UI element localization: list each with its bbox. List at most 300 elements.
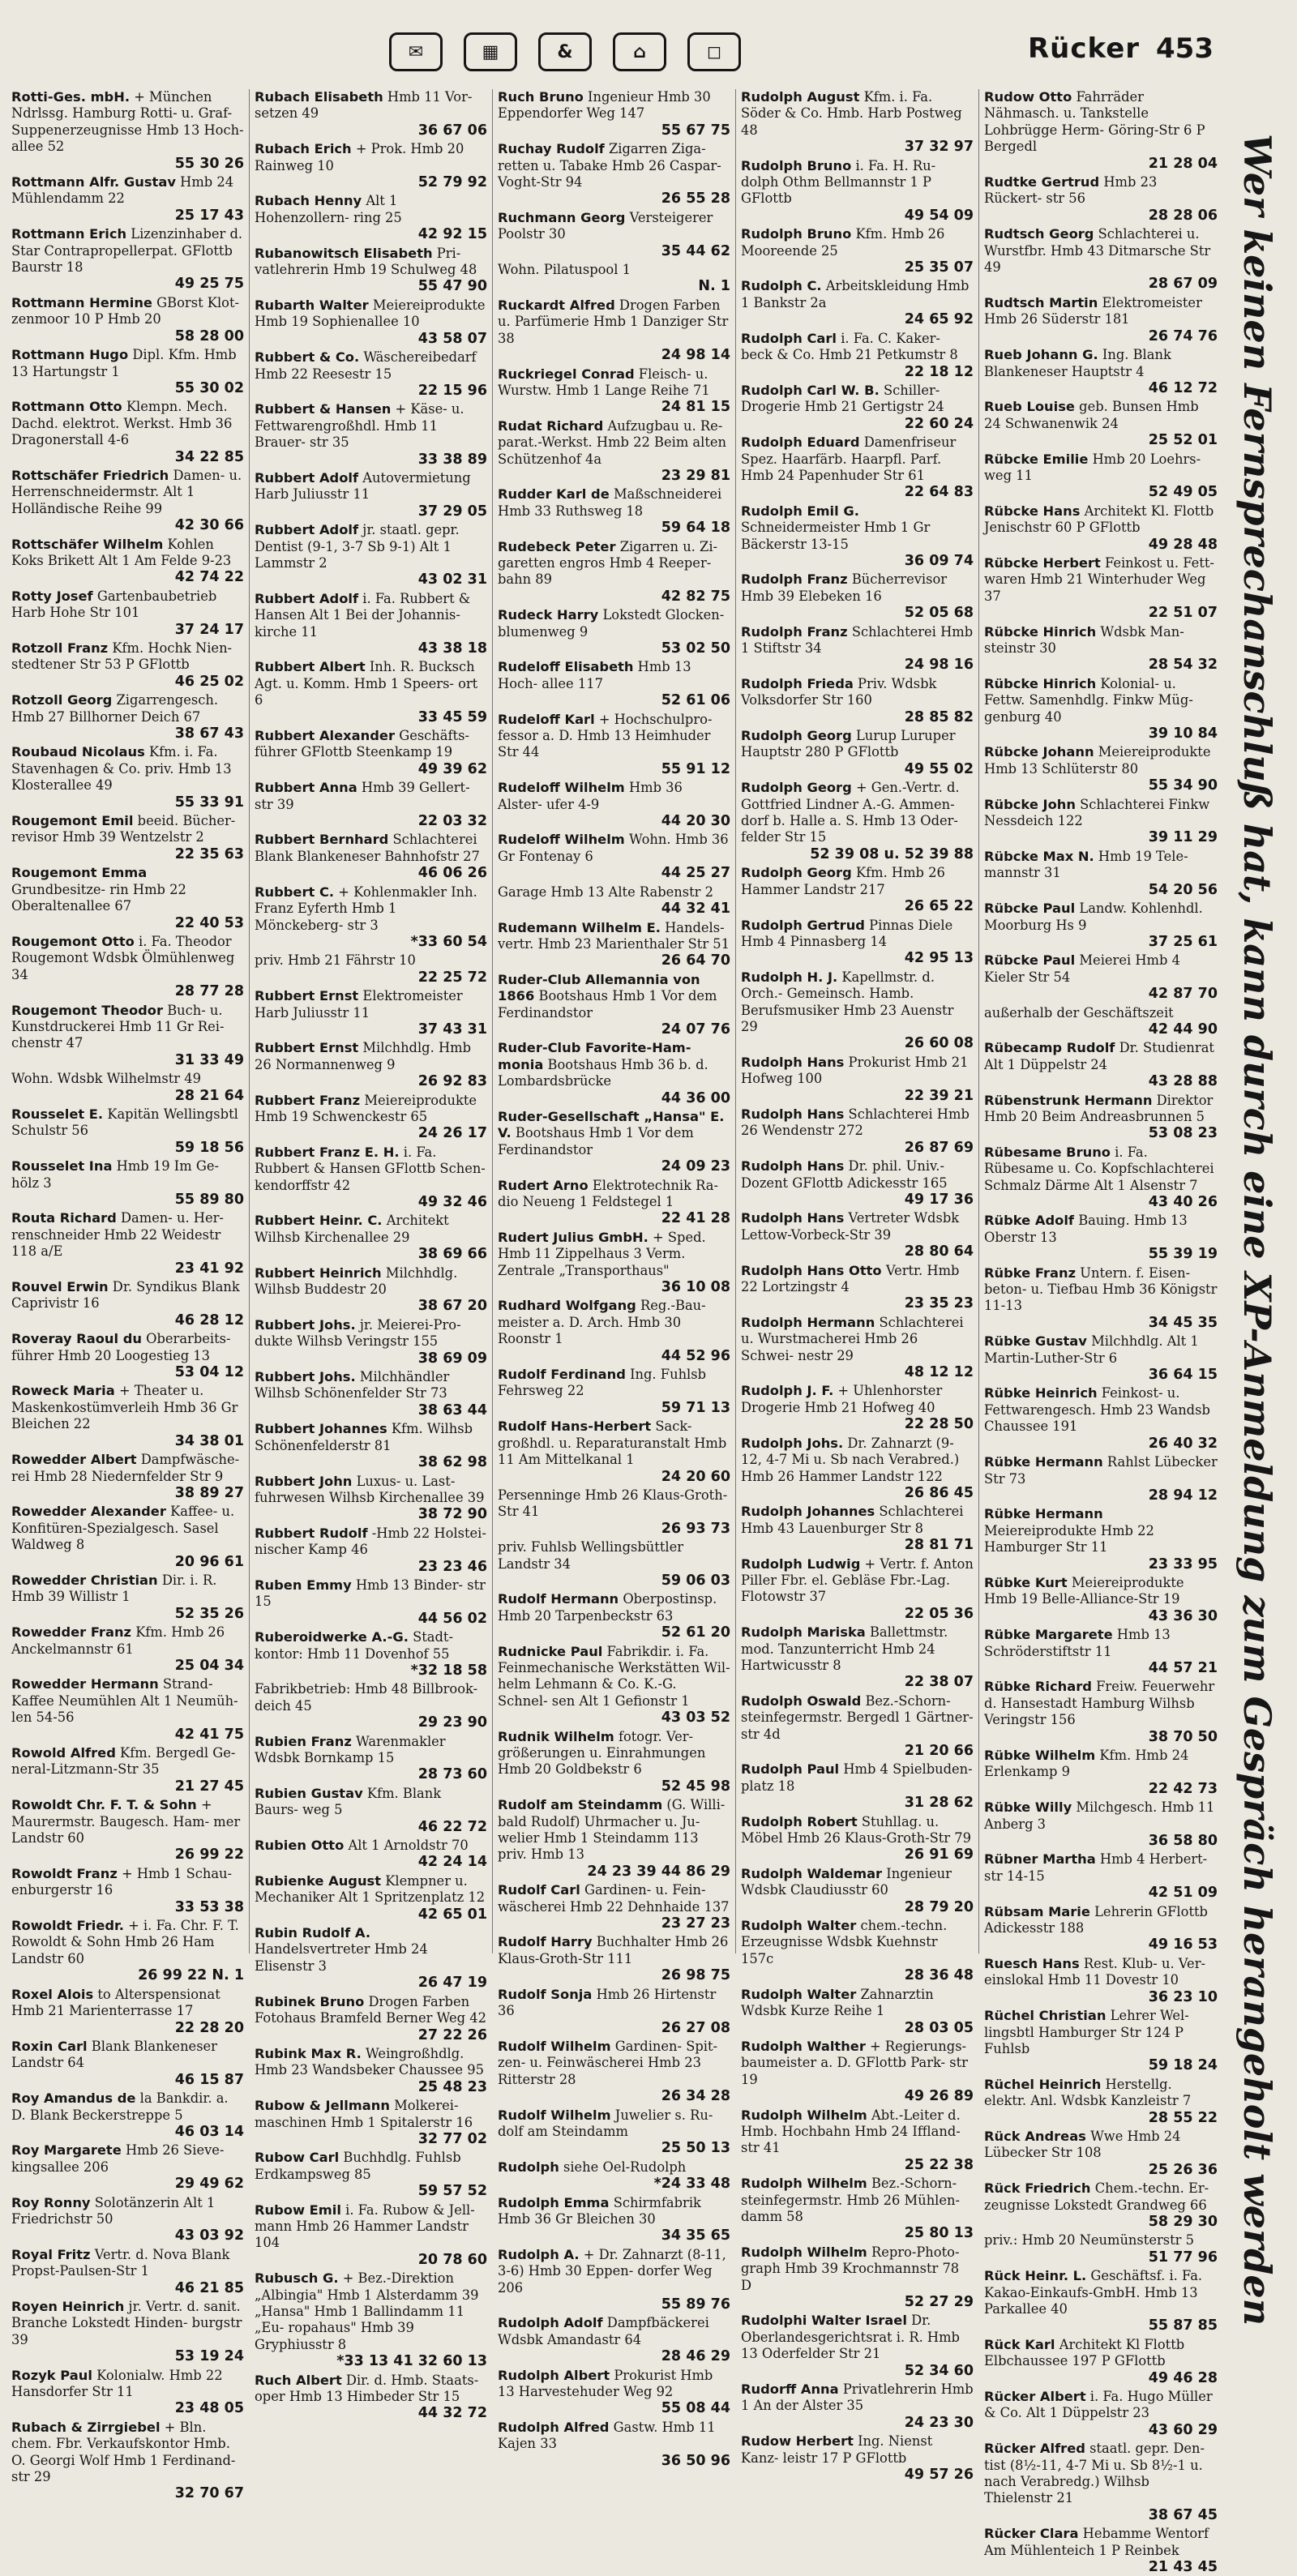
entry-phone: 24 07 76 [661,1021,730,1038]
entry-name: Rottmann Hermine [11,294,152,310]
directory-entry [255,2373,487,2422]
entry-detail: Versteigerer Poolstr 30 [498,209,713,242]
directory-entry [11,1573,244,1622]
entry-phone: 42 87 70 [1148,986,1218,1003]
entry-detail: + Gen.-Vertr. d. Gottfried Lindner A.-G. Ammen- dorf b. Halle a. S. Hmb 13 Oder- felder Str 15 [741,780,960,845]
entry-detail: Oberpostinsp. Hmb 20 Tarpenbeckstr 63 [498,1591,717,1624]
entry-phone: 55 30 02 [174,379,244,396]
entry-name: Rücker Alfred [984,2441,1085,2457]
entry-phone: 37 32 97 [904,139,974,156]
directory-entry [984,2441,1218,2523]
directory-entry [11,399,244,465]
entry-detail: Kohlen Koks Brikett Alt 1 Am Felde 9-23 [11,536,232,568]
entry-detail: Kfm. Bergedl Ge- neral-Litzmann-Str 35 [11,1745,236,1778]
entry-detail: Hmb 13 Schröderstiftstr 11 [984,1627,1171,1659]
directory-entry [984,1265,1218,1332]
entry-name: Rubbert Alexander [255,728,395,744]
entry-phone: 38 89 27 [174,1484,244,1501]
entry-detail: i. Fa. H. Ru- dolph Othm Bellmannstr 1 P GFlottb [741,157,936,207]
entry-detail: Vertr. d. Nova Blank Propst-Paulsen-Str 1 [11,2246,230,2279]
entry-name: Rübcke Max N. [984,848,1094,864]
directory-entry [984,1333,1218,1383]
directory-entry [984,744,1218,794]
entry-detail: Bootshaus Hmb 1 Vor dem Ferdinandstor [498,1125,694,1157]
entry-name: Rottschäfer Friedrich [11,467,169,483]
entry-phone: 46 15 87 [174,2071,244,2088]
entry-name: Rotti-Ges. mbH. [11,89,131,105]
entry-phone: 46 06 26 [417,865,487,882]
entry-phone: 55 89 76 [661,2296,730,2313]
directory-entry [984,2232,1218,2266]
entry-phone: 28 03 05 [904,2019,974,2036]
directory-entry [984,1851,1218,1901]
directory-entry [255,1873,487,1923]
entry-name: Rübke Heinrich [984,1385,1098,1401]
entry-phone: 59 06 03 [661,1572,730,1589]
directory-entry [741,2176,974,2242]
entry-name: Rück Andreas [984,2128,1086,2144]
entry-detail: Repro-Photo- graph Hmb 39 Krochmannstr 78 D [741,2244,960,2293]
directory-entry [498,1591,730,1641]
entry-detail: fotogr. Ver- größerungen u. Einrahmungen Hmb 20 Goldbekstr 6 [498,1728,706,1778]
entry-phone: 55 39 19 [1148,1246,1218,1263]
directory-entry [255,1040,487,1089]
entry-name: Rudolf Carl [498,1882,580,1898]
entry-phone: 43 36 30 [1148,1607,1218,1624]
entry-detail: + Bln. chem. Fbr. Verkaufskontor Hmb. O. Georgi Wolf Hmb 1 Ferdinand- str 29 [11,2419,236,2485]
entry-name: Rudow Otto [984,89,1072,105]
entry-name: Rowoldt Franz [11,1865,118,1881]
directory-entry [498,1040,730,1106]
entry-phone: 44 56 02 [417,1610,487,1627]
entry-name: Rotzoll Franz [11,640,109,656]
entry-name: Rübcke Hans [984,503,1081,519]
directory-entry [498,1487,730,1537]
directory-entry [255,246,487,295]
directory-entry [984,2008,1218,2074]
entry-detail: Alt 1 Arnoldstr 70 [348,1838,469,1854]
entry-detail: priv.: Hmb 20 Neumünsterstr 5 [984,2232,1194,2249]
directory-entry [741,2039,974,2105]
entry-detail: Lehrer Wel- lingsbtl Hamburger Str 124 P Fuhlsb [984,2008,1189,2056]
directory-entry [741,1436,974,1502]
entry-detail: Priv. Wdsbk Volksdorfer Str 160 [741,675,937,708]
entry-name: Rottmann Hugo [11,347,129,363]
entry-name: Rudat Richard [498,417,604,434]
directory-entry [498,297,730,364]
entry-detail: Rest. Klub- u. Ver- einslokal Hmb 11 Dovestr 10 [984,1955,1205,1988]
entry-phone: 22 38 07 [904,1674,974,1691]
directory-entry [11,174,244,224]
entry-name: Rudolf am Steindamm [498,1797,663,1813]
entry-phone: 25 35 07 [904,259,974,276]
entry-name: Rudeloff Wilhelm [498,832,625,848]
directory-column [736,89,979,2484]
entry-name: Rueb Johann G. [984,347,1098,363]
entry-phone: 32 70 67 [174,2485,244,2502]
entry-phone: 42 74 22 [174,569,244,586]
entry-phone: 49 26 89 [904,2088,974,2105]
entry-phone: 37 24 17 [174,621,244,638]
entry-name: Rueb Louise [984,399,1075,415]
entry-name: Rudolph Hans [741,1210,845,1226]
entry-phone: 22 41 28 [661,1210,730,1227]
entry-detail: Hmb 26 Sieve- kingsallee 206 [11,2142,225,2175]
entry-detail: chem.-techn. Erzeugnisse Wdsbk Kuehnstr 157c [741,1918,948,1966]
directory-entry [984,1956,1218,2005]
margin-notice [1224,134,1294,2326]
entry-phone: 43 58 07 [417,330,487,347]
entry-detail: Schiller- Drogerie Hmb 21 Gertigstr 24 [741,382,944,415]
entry-phone: 26 99 22 N. 1 [138,1967,244,1984]
entry-phone: 22 51 07 [1148,605,1218,622]
entry-phone: 26 99 22 [174,1846,244,1864]
directory-entry [255,1265,487,1315]
directory-entry [984,624,1218,674]
entry-phone: 43 60 29 [1148,2421,1218,2438]
directory-entry [498,2159,730,2193]
entry-detail: Pinnas Diele Hmb 4 Pinnasberg 14 [741,917,953,949]
directory-entry [11,1797,244,1864]
directory-entry [498,1298,730,1364]
entry-name: Rubien Gustav [255,1785,363,1801]
directory-entry [498,659,730,708]
entry-phone: 38 67 43 [174,725,244,742]
entry-phone: 52 27 29 [904,2294,974,2310]
entry-detail: Garage Hmb 13 Alte Rabenstr 2 [498,884,713,900]
entry-phone: 26 60 08 [904,1035,974,1052]
entry-name: Roxel Alois [11,1986,94,2002]
entry-name: Rudolph Oswald [741,1692,862,1709]
entry-name: Rudolph Hans [741,1054,845,1070]
directory-entry [11,1745,244,1795]
entry-phone: 28 54 32 [1148,657,1218,674]
entry-name: Rübcke Hinrich [984,623,1097,640]
entry-detail: Molkerei- maschinen Hmb 1 Spitalerstr 16 [255,2098,473,2130]
entry-name: Rudolph Georg [741,865,852,881]
entry-detail: Vertreter Wdsbk Lettow-Vorbeck-Str 39 [741,1210,960,1243]
directory-entry [11,347,244,396]
directory-entry [984,2077,1218,2126]
entry-detail: Kaffee- u. Konfitüren-Spezialgesch. Sasel Waldweg 8 [11,1504,235,1553]
entry-phone: 43 40 26 [1148,1194,1218,1210]
entry-detail: GBorst Klot- zenmoor 10 P Hmb 20 [11,294,240,327]
entry-phone: 35 44 62 [661,242,730,259]
entry-name: Rudolph Adolf [498,2315,603,2331]
entry-phone: 49 25 75 [174,276,244,293]
entry-detail: Meiereiprodukte Hmb 19 Belle-Alliance-Str 19 [984,1574,1184,1607]
directory-entry [11,1452,244,1501]
entry-phone: 22 40 53 [174,914,244,931]
entry-name: Rudolph Frieda [741,675,854,691]
directory-entry [255,591,487,657]
directory-entry [741,278,974,327]
directory-entry [984,1040,1218,1089]
entry-detail: -Hmb 22 Holstei- nischer Kamp 46 [255,1525,486,1558]
entry-phone: 28 55 22 [1148,2109,1218,2126]
entry-phone: 43 03 52 [661,1709,730,1727]
entry-name: Rubbert Heinr. C. [255,1213,383,1229]
entry-phone: 43 03 92 [174,2227,244,2244]
entry-phone: 39 10 84 [1148,725,1218,742]
entry-detail: + Sped. Hmb 11 Zippelhaus 3 Verm. Zentrale „Transporthaus" [498,1229,706,1278]
entry-name: Rübcke Johann [984,744,1094,760]
entry-phone: 55 34 90 [1148,777,1218,794]
directory-entry [255,2046,487,2095]
directory-entry [498,539,730,605]
entry-name: Rübcke Emilie [984,451,1089,467]
entry-phone: 28 94 12 [1148,1487,1218,1504]
entry-detail: Dampfbäckerei Wdsbk Amandastr 64 [498,2315,709,2347]
entry-name: Rubow Carl [255,2150,340,2166]
entry-name: Rudolph Carl W. B. [741,382,880,398]
directory-entry [255,522,487,588]
entry-detail: Hmb 4 Spielbuden- platz 18 [741,1761,973,1794]
entry-name: Rudeck Harry [498,607,599,623]
entry-detail: Schlachterei Hmb 43 Lauenburger Str 8 [741,1504,964,1536]
directory-entry [984,2129,1218,2178]
entry-phone: 23 35 23 [904,1295,974,1312]
entry-detail: + Dr. Zahnarzt (8-11, 3-6) Hmb 30 Eppen- dorfer Weg 206 [498,2246,726,2296]
entry-detail: Kfm. Blank Baurs- weg 5 [255,1785,442,1818]
entry-detail: Lokstedt Glocken- blumenweg 9 [498,607,725,640]
entry-phone: 55 89 80 [174,1192,244,1208]
entry-detail: beeid. Bücher- revisor Hmb 39 Wentzelstr 2 [11,813,236,845]
entry-phone: 22 64 83 [904,484,974,501]
directory-entry [498,1882,730,1932]
entry-phone: 46 03 14 [174,2123,244,2140]
entry-detail: Dr. phil. Univ.- Dozent GFlottb Adickesstr 165 [741,1158,948,1191]
directory-entry [498,486,730,536]
header-icon-row [389,32,741,71]
entry-phone: *33 60 54 [410,933,487,950]
entry-phone: 36 50 96 [661,2452,730,2469]
entry-phone: 44 36 00 [661,1089,730,1106]
entry-detail: Bootshaus Hmb 36 b. d. Lombardsbrücke [498,1056,708,1089]
directory-entry [984,1506,1218,1573]
entry-name: Royen Heinrich [11,2299,125,2314]
entry-detail: Grundbesitze- rin Hmb 22 Oberaltenallee 67 [11,881,186,914]
entry-phone: 55 33 91 [174,794,244,811]
entry-detail: Dir. i. R. Hmb 39 Willistr 1 [11,1572,217,1605]
entry-name: Rudtsch Georg [984,226,1094,242]
entry-name: Rücker Albert [984,2389,1086,2405]
entry-detail: Meierei Hmb 4 Kieler Str 54 [984,952,1180,985]
entry-name: Rudolph Hans [741,1158,845,1175]
entry-detail: Hmb 19 Tele- mannstr 31 [984,848,1188,881]
directory-entry [741,571,974,621]
entry-detail: Handelsvertreter Hmb 24 Elisenstr 3 [255,1941,428,1974]
entry-detail: Schlachterei u. Wurstmacherei Hmb 26 Schwei- nestr 29 [741,1314,964,1363]
directory-entry [498,972,730,1038]
entry-name: Rudolf Harry [498,1934,593,1950]
entry-phone: 21 20 66 [904,1743,974,1759]
entry-detail: Kfm. Hmb 26 Hammer Landstr 217 [741,865,945,897]
directory-entry [11,744,244,811]
entry-name: Rubbert C. [255,884,335,900]
entry-phone: 28 81 71 [904,1537,974,1554]
entry-name: Rudolph Mariska [741,1624,866,1641]
directory-entry [984,676,1218,742]
entry-name: Roy Amandus de [11,2090,136,2107]
entry-name: Rubbert Ernst [255,1040,359,1056]
entry-name: Rudow Herbert [741,2433,854,2450]
directory-entry [741,624,974,674]
entry-phone: 26 55 28 [661,190,730,208]
entry-name: Rubbert Bernhard [255,832,389,848]
entry-phone: 38 72 90 [417,1506,487,1523]
entry-phone: 52 05 68 [904,605,974,622]
entry-phone: 23 27 23 [661,1915,730,1932]
entry-detail: Hmb 24 Mühlendamm 22 [11,174,234,207]
entry-phone: 38 70 50 [1148,1728,1218,1745]
entry-detail: geb. Bunsen Hmb 24 Schwanenwik 24 [984,399,1199,431]
entry-name: Rubien Otto [255,1838,345,1854]
entry-phone: 21 43 45 [1148,2559,1218,2576]
entry-detail: + München Ndrlssg. Hamburg Rotti- u. Graf- Suppenerzeugnisse Hmb 13 Hoch- allee 52 [11,89,244,155]
entry-phone: 24 26 17 [417,1125,487,1142]
entry-detail: Drogen Farben u. Parfümerie Hmb 1 Danziger Str 38 [498,297,729,346]
entry-phone: 25 17 43 [174,207,244,224]
entry-detail: i. Fa. Rubbert & Hansen Alt 1 Bei der Johannis- kirche 11 [255,590,471,640]
entry-detail: Hmb 4 Herbert- str 14-15 [984,1851,1208,1884]
entry-phone: 59 71 13 [661,1399,730,1416]
entry-phone: *24 33 48 [653,2176,730,2193]
entry-name: Rougemont Otto [11,933,135,949]
entry-detail: jr. Vertr. d. sanit. Branche Lokstedt Hinden- burgstr 39 [11,2299,242,2347]
entry-phone: 49 32 46 [417,1194,487,1210]
entry-detail: Gardinen- Spit- zen- u. Feinwäscherei Hmb 23 Ritterstr 28 [498,2038,718,2087]
directory-entry [255,1213,487,1262]
entry-detail: Damenfriseur Spez. Haarfärb. Haarpfl. Parf. Hmb 24 Papenhuder Str 61 [741,434,957,483]
entry-detail: Gartenbaubetrieb Harb Hohe Str 101 [11,588,217,621]
directory-entry [11,2039,244,2088]
directory-entry [11,692,244,742]
entry-detail: Wäschereibedarf Hmb 22 Reesestr 15 [255,349,477,382]
entry-phone: 58 29 30 [1148,2213,1218,2230]
entry-phone: 21 28 04 [1148,155,1218,172]
entry-phone: 42 65 01 [417,1906,487,1923]
directory-entry [255,988,487,1038]
entry-phone: 42 44 90 [1148,1021,1218,1038]
directory-entry [11,2299,244,2365]
entry-name: Rubbert Albert [255,659,366,675]
entry-name: Rubbert Johs. [255,1316,356,1333]
entry-name: Rudemann Wilhelm E. [498,919,661,935]
entry-phone: 37 43 31 [417,1021,487,1038]
entry-detail: Ing. Fuhlsb Fehrsweg 22 [498,1367,707,1399]
entry-detail: + Käse- u. Fettwarengroßhdl. Hmb 11 Brauer- str 35 [255,401,464,451]
directory-entry [255,1925,487,1992]
entry-detail: Gardinen- u. Fein- wäscherei Hmb 22 Dehnhaide 137 [498,1882,730,1915]
entry-detail: Hmb 13 Binder- str 15 [255,1577,486,1610]
directory-entry [11,1504,244,1570]
entry-name: Rudolf Hans-Herbert [498,1419,652,1435]
directory-entry [255,470,487,520]
directory-entry [984,1005,1218,1038]
entry-detail: Ing. Nienst Kanz- leistr 17 P GFlottb [741,2433,933,2466]
entry-detail: Schlachterei Hmb 26 Wendenstr 272 [741,1106,970,1139]
entry-name: Rubbert Adolf [255,469,359,486]
entry-phone: 24 98 14 [661,347,730,364]
entry-phone: 49 17 36 [904,1192,974,1208]
entry-detail: Strand- Kaffee Neumühlen Alt 1 Neumüh- len 54-56 [11,1676,238,1726]
entry-phone: 52 49 05 [1148,484,1218,501]
entry-phone: 25 48 23 [417,2078,487,2095]
entry-phone: 52 34 60 [904,2362,974,2379]
directory-entry [255,1317,487,1367]
entry-detail: Vertr. Hmb 22 Lortzingstr 4 [741,1262,960,1295]
directory-entry [741,728,974,777]
entry-name: Rottschäfer Wilhelm [11,536,164,552]
entry-phone: 46 21 85 [174,2279,244,2296]
entry-detail: i. Fa. Hugo Müller & Co. Alt 1 Düppelstr 23 [984,2389,1213,2421]
entry-detail: Kfm. Hmb 26 Mooreende 25 [741,226,945,259]
entry-detail: Ing. Blank Blankeneser Hauptstr 4 [984,347,1171,379]
page-number: 453 [1156,32,1214,65]
entry-phone: 55 30 26 [174,155,244,172]
directory-entry [255,297,487,347]
entry-name: Rudeloff Wilhelm [498,780,625,796]
header-keyword: Rücker [1028,32,1141,65]
entry-phone: 24 98 16 [904,657,974,674]
entry-detail: Alt 1 Hohenzollern- ring 25 [255,193,402,225]
entry-phone: 43 28 88 [1148,1073,1218,1090]
entry-detail: Milchhändler Wilhsb Schönenfelder Str 73 [255,1369,450,1401]
entry-detail: Buch- u. Kunstdruckerei Hmb 11 Gr Rei- chenstr 47 [11,1002,225,1051]
entry-phone: 34 45 35 [1148,1314,1218,1331]
entry-name: Rudolph Paul [741,1761,840,1778]
entry-name: Rudolph Georg [741,780,852,796]
directory-entry [255,659,487,725]
directory-entry [741,1106,974,1156]
entry-detail: Elektromeister Harb Juliusstr 11 [255,988,463,1021]
directory-entry [11,226,244,293]
entry-name: Routa Richard [11,1210,117,1226]
entry-phone: 38 69 66 [417,1246,487,1263]
entry-detail: Schlachterei Blank Blankeneser Bahnhofstr 27 [255,832,480,864]
directory-entry [11,2142,244,2192]
entry-detail: Architekt Kl Flottb Elbchaussee 197 P GFlottb [984,2336,1185,2369]
entry-name: Roy Ronny [11,2194,91,2210]
entry-phone: 42 95 13 [904,950,974,967]
directory-entry [984,1385,1218,1452]
entry-phone: 44 25 27 [661,865,730,882]
directory-entry [741,1210,974,1260]
entry-detail: Oberarbeits- führer Hmb 20 Loogestieg 13 [11,1331,231,1363]
entry-name: Rubbert Johs. [255,1369,356,1385]
entry-phone: 59 18 24 [1148,2057,1218,2074]
entry-name: Roveray Raoul du [11,1331,142,1347]
entry-phone: 24 23 39 44 86 29 [587,1863,730,1880]
directory-entry [255,1577,487,1627]
entry-name: Ruckriegel Conrad [498,366,635,382]
entry-name: Rudolph Wilhelm [741,2107,867,2123]
directory-entry [741,503,974,570]
directory-entry [741,1158,974,1208]
entry-phone: 23 41 92 [174,1260,244,1277]
entry-name: Rubbert Franz E. H. [255,1144,400,1160]
directory-entry [498,2368,730,2417]
entry-name: Rück Heinr. L. [984,2268,1087,2284]
entry-detail: Reg.-Bau- meister a. D. Arch. Hmb 30 Roonstr 1 [498,1298,706,1347]
directory-entry [498,2107,730,2157]
entry-detail: Hmb 11 Vor- setzen 49 [255,89,473,122]
entry-name: Rudolph C. [741,278,822,294]
entry-detail: + i. Fa. Chr. F. T. Rowoldt & Sohn Hmb 26 Ham Landstr 60 [11,1918,239,1966]
directory-entry [11,1918,244,1984]
entry-detail: Handels- vertr. Hmb 23 Marienthaler Str 51 [498,919,730,952]
